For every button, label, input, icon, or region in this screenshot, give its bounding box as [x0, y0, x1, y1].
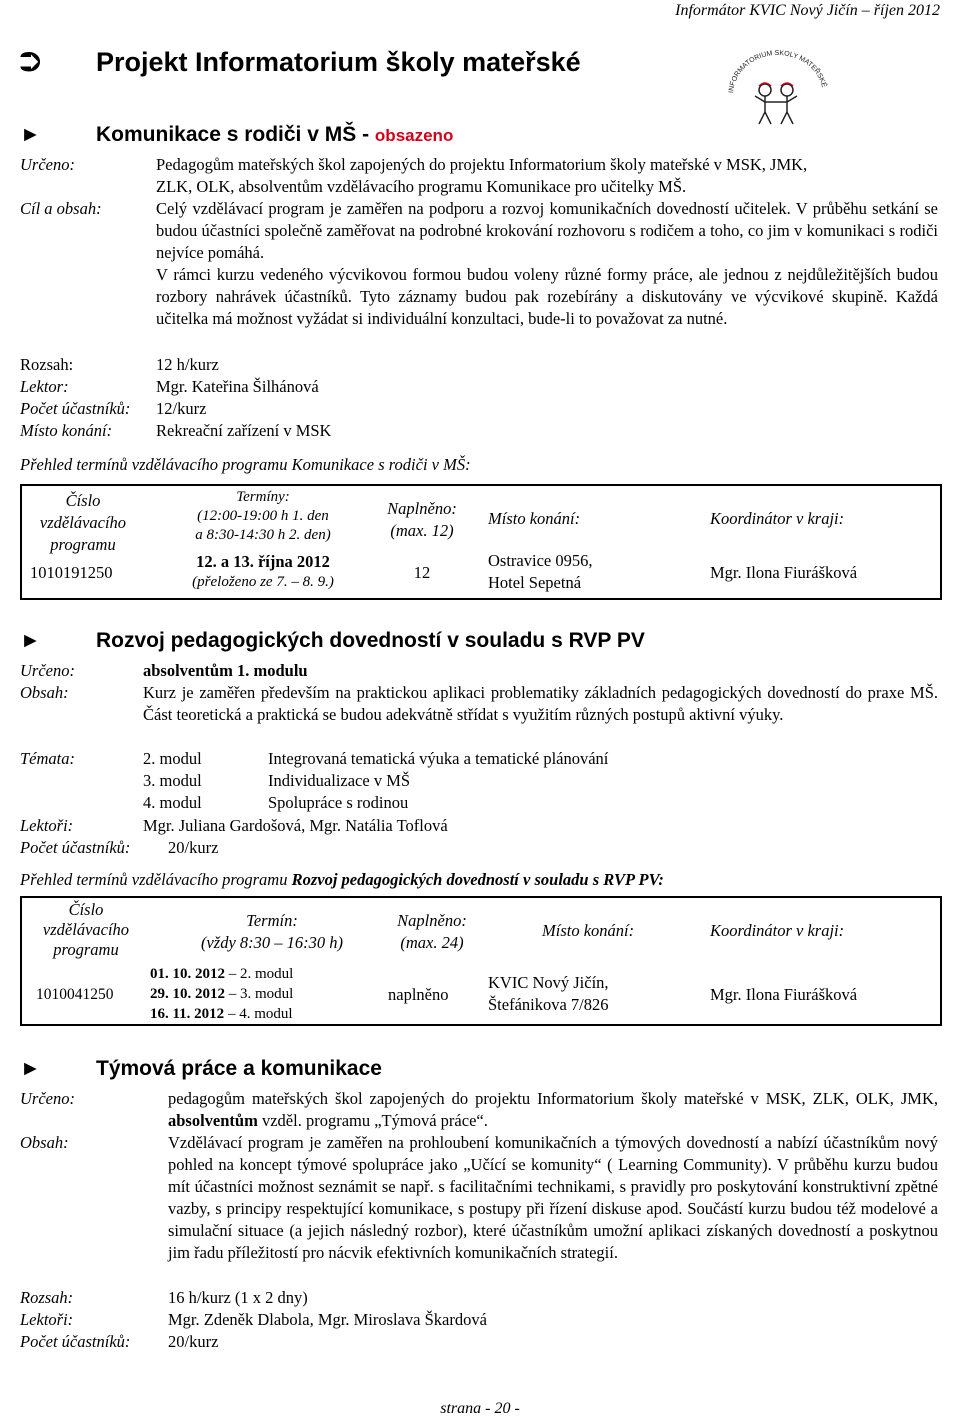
s1-prehled: Přehled termínů vzdělávacího programu Komunikace s rodiči v MŠ: — [20, 455, 471, 474]
section-3-title: Týmová práce a komunikace — [96, 1057, 382, 1080]
s2-temata-name-2: Individualizace v MŠ — [268, 771, 411, 790]
s3-obsah-label: Obsah: — [20, 1133, 69, 1152]
s3-pocet-label: Počet účastníků: — [20, 1332, 131, 1351]
s2-th-naplneno — [382, 910, 482, 954]
s3-rozsah-label: Rozsah: — [20, 1288, 74, 1307]
s1-th-terminy-l2: (12:00-19:00 h 1. den — [197, 508, 329, 524]
s2-prehled — [20, 869, 664, 891]
section-3-heading — [20, 1056, 382, 1082]
s3-obsah: Vzdělávací program je zaměřen na prohloubení komunikačních a týmových dovedností a nabízí účastníkům nový pohled na koncept týmové spolupráce jako „Učící se komunity“ ( Learning Community). V průběhu kurzu budou mít účastníci možnost seznámit se např. s facilitačními technikami, s pravidly pro poskytování konstruktivní zpětné vazby, s principy respektující komunikace, s postupy při řízení diskuse apod. Součástí kurzu budou též modelové a simulační situace (a jejich následný rozbor), které účastníkům umožní aplikaci získaných dovedností a poskytnou jim řadu příležitostí pro nácvik efektivních komunikačních strategií. — [168, 1133, 938, 1262]
s2-termin-date: 01. 10. 2012 — [150, 966, 225, 982]
s1-rozsah-label: Rozsah: — [20, 355, 74, 374]
s1-td-termin-date: 12. a 13. října 2012 — [196, 552, 330, 571]
main-title-row — [20, 46, 581, 78]
s2-th-naplneno-l2: (max. 24) — [400, 933, 464, 952]
bullet-arrow-icon: ► — [20, 629, 41, 652]
s1-lektor: Mgr. Kateřina Šilhánová — [156, 377, 319, 396]
s2-td-cislo: 1010041250 — [36, 986, 114, 1003]
s2-td-terminy — [150, 964, 293, 1024]
s3-pocet: 20/kurz — [168, 1332, 219, 1351]
s2-temata-modul-3: 4. modul — [143, 793, 202, 812]
s1-td-misto-l1: Ostravice 0956, — [488, 551, 593, 570]
section-1-title: Komunikace s rodiči v MŠ - — [96, 123, 370, 146]
s1-td-koord: Mgr. Ilona Fiurášková — [710, 563, 858, 582]
s1-td-naplneno: 12 — [413, 563, 431, 582]
s2-obsah: Kurz je zaměřen především na praktickou aplikaci problematiky základních pedagogických dovedností do praxe MŠ. Část teoretická a praktická se budou adekvátně střídat s využitím různých postupů aktivní výuky. — [143, 683, 938, 724]
s2-termin-row — [150, 1004, 293, 1024]
informatorium-logo — [725, 50, 830, 130]
s2-th-koord: Koordinátor v kraji: — [710, 921, 845, 940]
s2-temata-name-3: Spolupráce s rodinou — [268, 793, 409, 812]
s2-termin-modul: – 4. modul — [224, 1006, 293, 1022]
s2-lektori-label: Lektoři: — [20, 816, 74, 835]
s1-misto-label: Místo konání: — [20, 421, 113, 440]
s1-cil-text2: V rámci kurzu vedeného výcvikovou formou budou voleny různé formy práce, ale jednou z nejdůležitějších budou rozbory nahrávek účastníků. Tyto záznamy budou pak rozebírány a diskutovány ve výcvikové skupině. Každá učitelka má možnost vyžádat si individuální konzultaci, bude-li to považovat za nutné. — [156, 265, 938, 328]
s2-th-termin — [162, 910, 382, 954]
s3-rozsah: 16 h/kurz (1 x 2 dny) — [168, 1288, 308, 1307]
s3-urceno-c: vzděl. programu „Týmová práce“. — [257, 1111, 488, 1130]
s2-temata-label: Témata: — [20, 749, 75, 768]
s2-th-naplneno-l1: Naplněno: — [397, 911, 467, 930]
s1-th-terminy-l3: a 8:30-14:30 h 2. den) — [195, 527, 331, 543]
s1-rozsah: 12 h/kurz — [156, 355, 219, 374]
s1-cil-text: Celý vzdělávací program je zaměřen na podporu a rozvoj komunikačních dovedností učitelek. V průběhu setkání se budou účastníci společně zaměřovat na podrobné krokování rozhovoru s rodičem a toho, co jim v komunikaci s rodiči nejvíce pomáhá. — [156, 199, 938, 262]
status-badge: obsazeno — [374, 126, 454, 145]
s2-th-termin-l1: Termín: — [246, 911, 298, 930]
s1-th-koord: Koordinátor v kraji: — [710, 509, 845, 528]
s2-termin-date: 16. 11. 2012 — [150, 1006, 225, 1022]
s1-lektor-label: Lektor: — [20, 377, 69, 396]
s2-prehled-a: Přehled termínů vzdělávacího programu — [20, 870, 292, 889]
s2-temata-name-1: Integrovaná tematická výuka a tematické plánování — [268, 749, 609, 768]
s1-th-terminy-l1: Termíny: — [236, 489, 290, 505]
s1-th-naplneno — [376, 498, 468, 542]
s2-termin-date: 29. 10. 2012 — [150, 986, 225, 1002]
s2-th-cislo: Číslo vzdělávacího programu — [42, 900, 130, 959]
s2-pocet-label: Počet účastníků: — [20, 838, 131, 857]
s1-th-terminy — [158, 488, 368, 545]
s2-td-misto — [488, 972, 609, 1016]
s2-td-naplneno: naplněno — [388, 985, 449, 1004]
s3-lektori-label: Lektoři: — [20, 1310, 74, 1329]
s2-termin-row — [150, 984, 293, 1004]
main-title: Projekt Informatorium školy mateřské — [96, 47, 581, 77]
s1-th-naplneno-l1: Naplněno: — [387, 499, 457, 518]
s1-pocet: 12/kurz — [156, 399, 207, 418]
s1-td-termin — [158, 552, 368, 592]
bullet-arrow-icon: ► — [20, 123, 41, 146]
s2-temata-modul-1: 2. modul — [143, 749, 202, 768]
s1-td-termin-note: (přeloženo ze 7. – 8. 9.) — [192, 574, 334, 590]
section-2-heading — [20, 628, 645, 654]
arrow-hook-icon: ⮊ — [20, 47, 41, 77]
s2-termin-modul: – 2. modul — [225, 966, 294, 982]
s1-pocet-label: Počet účastníků: — [20, 399, 131, 418]
s2-td-koord: Mgr. Ilona Fiurášková — [710, 985, 858, 1004]
s1-urceno-line2: ZLK, OLK, absolventům vzdělávacího programu Komunikace pro učitelky MŠ. — [156, 177, 687, 196]
s2-lektori: Mgr. Juliana Gardošová, Mgr. Natália Toflová — [143, 816, 448, 835]
s1-th-misto: Místo konání: — [488, 509, 581, 528]
s1-th-naplneno-l2: (max. 12) — [390, 521, 454, 540]
page-number: strana - 20 - — [440, 1400, 520, 1417]
s1-urceno-line1: Pedagogům mateřských škol zapojených do projektu Informatorium školy mateřské v MSK, JMK, — [156, 155, 808, 174]
s1-th-cislo: Číslo vzdělávacího programu — [39, 491, 127, 554]
section-2-title: Rozvoj pedagogických dovedností v souladu s RVP PV — [96, 629, 645, 652]
s2-th-termin-l2: (vždy 8:30 – 16:30 h) — [200, 933, 344, 952]
s1-cil-label: Cíl a obsah: — [20, 199, 102, 218]
s2-termin-modul: – 3. modul — [225, 986, 294, 1002]
s3-urceno-label: Určeno: — [20, 1089, 75, 1108]
s2-obsah-label: Obsah: — [20, 683, 69, 702]
s2-th-misto: Místo konání: — [542, 921, 635, 940]
s1-urceno-text — [156, 154, 946, 198]
s2-termin-row — [150, 964, 293, 984]
s1-misto: Rekreační zařízení v MSK — [156, 421, 332, 440]
s2-pocet: 20/kurz — [168, 838, 219, 857]
s3-urceno-a: pedagogům mateřských škol zapojených do projektu Informatorium školy mateřské v MSK, ZLK, OLK, JMK, — [168, 1089, 938, 1108]
s3-lektori: Mgr. Zdeněk Dlabola, Mgr. Miroslava Škardová — [168, 1310, 487, 1329]
svg-text:INFORMATORIUM ŠKOLY MATEŘSKÉ: INFORMATORIUM ŠKOLY MATEŘSKÉ — [728, 50, 828, 94]
s3-urceno — [168, 1088, 938, 1132]
s3-urceno-b: absolventům — [168, 1111, 258, 1130]
s1-td-cislo: 1010191250 — [30, 563, 113, 582]
s2-prehled-b: Rozvoj pedagogických dovedností v souladu s RVP PV: — [291, 870, 664, 889]
s2-urceno-label: Určeno: — [20, 661, 75, 680]
s2-td-misto-l2: Štefánikova 7/826 — [488, 995, 609, 1014]
s1-td-misto-l2: Hotel Sepetná — [488, 573, 582, 592]
s2-schedule-table — [20, 896, 942, 1026]
s1-urceno-label: Určeno: — [20, 155, 75, 174]
s2-urceno: absolventům 1. modulu — [143, 661, 308, 680]
bullet-arrow-icon: ► — [20, 1057, 41, 1080]
s2-temata-modul-2: 3. modul — [143, 771, 202, 790]
s1-schedule-table — [20, 484, 942, 600]
section-1-heading — [20, 122, 454, 148]
s2-td-misto-l1: KVIC Nový Jičín, — [488, 973, 609, 992]
s1-td-misto — [488, 550, 592, 594]
page-header: Informátor KVIC Nový Jičín – říjen 2012 — [675, 2, 940, 19]
